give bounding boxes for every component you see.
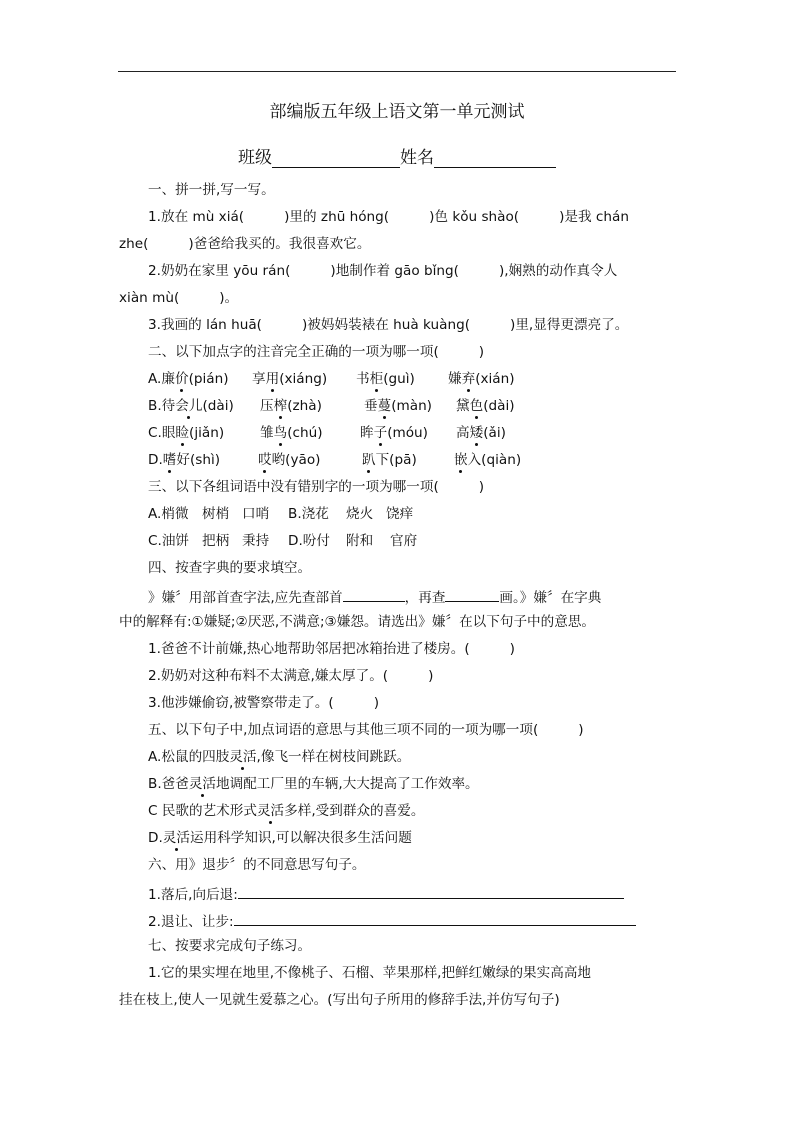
page-title: 部编版五年级上语文第一单元测试 [269, 102, 525, 122]
section-2-heading: 二、以下加点字的注音完全正确的一项为哪一项( ) [148, 344, 485, 360]
s3-option-row-ab: A.梢微 树梢 口哨 B.浇花 烧火 饶痒 [148, 506, 414, 522]
s4-para-line2: 中的解释有:①嫌疑;②厌恶,不满意;③嫌怨。请选出》嫌〞在以下句子中的意思。 [119, 614, 596, 630]
s2-option-row-b: B.待会儿(dài) 压榨(zhà) 垂蔓(màn) 黛色(dài) [148, 398, 515, 414]
s3-option-row-cd: C.油饼 把柄 秉持 D.吩付 附和 官府 [148, 533, 418, 549]
class-field[interactable] [272, 149, 400, 168]
s4-q1: 1.爸爸不计前嫌,热心地帮助邻居把冰箱抬进了楼房。( ) [148, 641, 515, 657]
sentence-answer-line[interactable] [234, 910, 636, 926]
radical-blank[interactable] [343, 586, 405, 602]
s7-q1-line1: 1.它的果实埋在地里,不像桃子、石榴、苹果那样,把鲜红嫩绿的果实高高地 [148, 965, 592, 981]
section-4-heading: 四、按查字典的要求填空。 [148, 560, 312, 576]
section-5-heading: 五、以下句子中,加点词语的意思与其他三项不同的一项为哪一项( ) [148, 722, 584, 738]
s6-q1: 1.落后,向后退: [148, 883, 624, 904]
s4-q2: 2.奶奶对这种布料不太满意,嫌太厚了。( ) [148, 668, 434, 684]
stroke-count-blank[interactable] [445, 586, 499, 602]
s7-q1-line2: 挂在枝上,使人一见就生爱慕之心。(写出句子所用的修辞手法,并仿写句子) [119, 992, 560, 1008]
s1-q3: 3.我画的 lán huā( )被妈妈装裱在 huà kuàng( )里,显得更漂亮了。 [148, 317, 629, 333]
s1-q2-line2: xiàn mù( )。 [119, 290, 239, 306]
s4-para-line1: 》嫌〞用部首查字法,应先查部首 ，再查 画。》嫌〞在字典 [148, 586, 601, 607]
s1-q2-line1: 2.奶奶在家里 yōu rán( )地制作着 gāo bǐng( ),娴熟的动作真令人 [148, 263, 618, 279]
section-1-heading: 一、拼一拼,写一写。 [148, 182, 275, 198]
s5-option-b: B.爸爸灵活地调配工厂里的车辆,大大提高了工作效率。 [148, 776, 479, 792]
section-6-heading: 六、用》退步〞的不同意思写句子。 [148, 857, 366, 873]
section-7-heading: 七、按要求完成句子练习。 [148, 938, 312, 954]
s1-q1-line2: zhe( )爸爸给我买的。我很喜欢它。 [119, 236, 371, 252]
class-label: 班级 [238, 148, 272, 168]
s2-option-row-a: A.廉价(pián) 享用(xiáng) 书柜(guì) 嫌弃(xián) [148, 371, 515, 387]
s5-option-a: A.松鼠的四肢灵活,像飞一样在树枝间跳跃。 [148, 749, 411, 765]
sentence-answer-line[interactable] [238, 883, 624, 899]
s2-option-row-d: D.嗜好(shì) 哎哟(yāo) 趴下(pā) 嵌入(qiàn) [148, 452, 522, 468]
s5-option-d: D.灵活运用科学知识,可以解决很多生活问题 [148, 830, 412, 846]
s4-q3: 3.他涉嫌偷窃,被警察带走了。( ) [148, 695, 380, 711]
s6-q2: 2.退让、让步: [148, 910, 636, 931]
name-label: 姓名 [400, 148, 434, 168]
section-3-heading: 三、以下各组词语中没有错别字的一项为哪一项( ) [148, 479, 485, 495]
name-field[interactable] [434, 149, 556, 168]
student-info-line [0, 143, 794, 168]
s2-option-row-c: C.眼睑(jiǎn) 雏鸟(chú) 眸子(móu) 高矮(ǎi) [148, 425, 506, 441]
header-rule [118, 71, 676, 72]
s1-q1-line1: 1.放在 mù xiá( )里的 zhū hóng( )色 kǒu shào( )是我 chán [148, 209, 629, 225]
s5-option-c: C 民歌的艺术形式灵活多样,受到群众的喜爱。 [148, 803, 425, 819]
